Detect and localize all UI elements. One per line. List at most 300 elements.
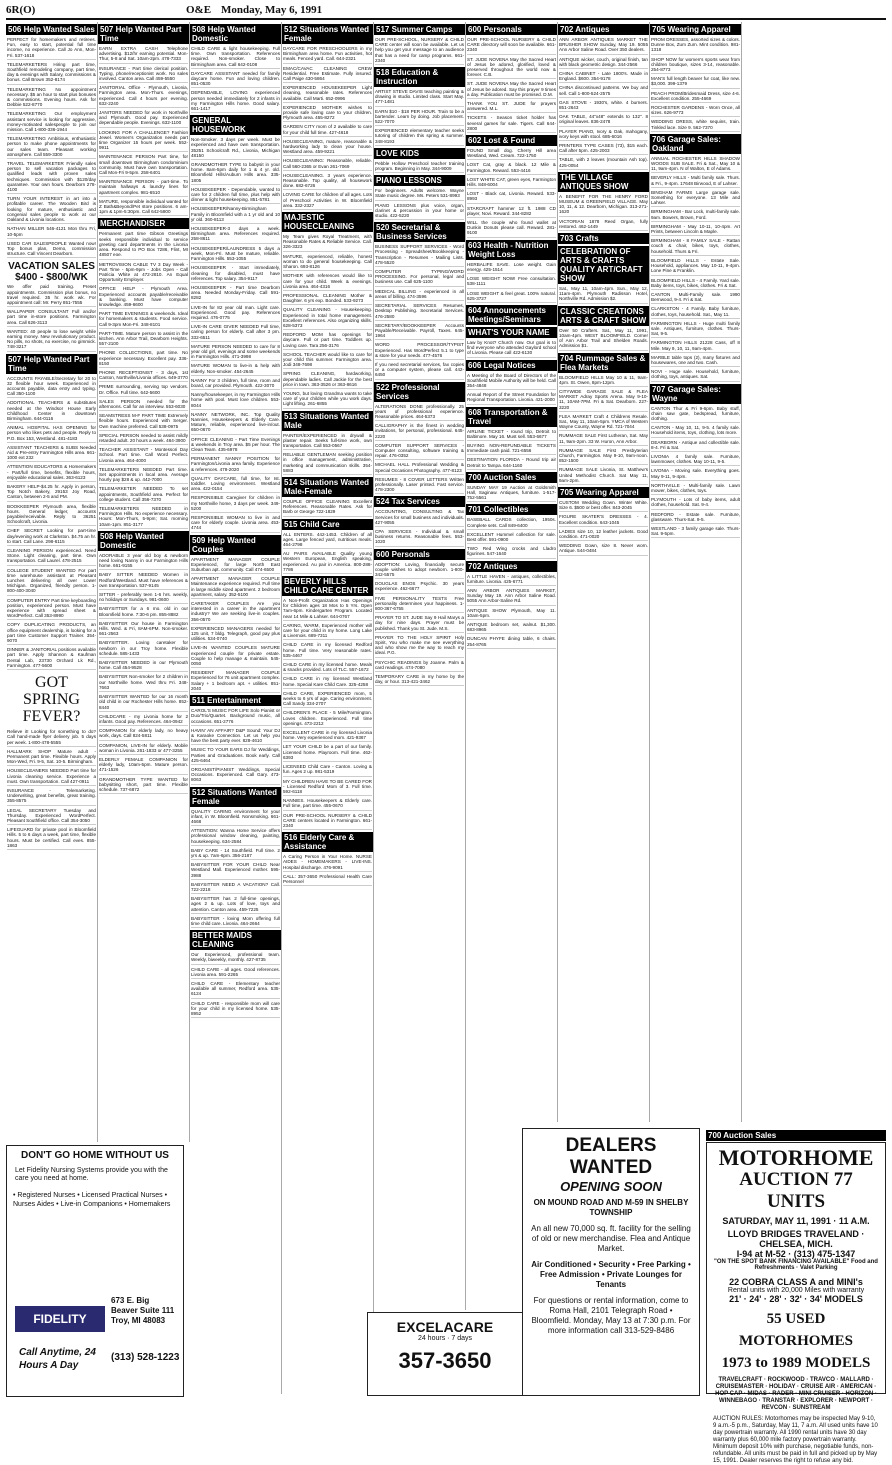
section-header: 520 Secretarial & Business Services bbox=[374, 222, 465, 242]
section-header: 602 Lost & Found bbox=[466, 135, 557, 146]
page-number: 6R(O) bbox=[6, 4, 36, 16]
classified-ad: OUR PRE-SCHOOL, NURSERY & CHILD CARE center will soon be available. Let us help you get your message to an audience that has a need for camp programs. 661-2340 bbox=[375, 37, 464, 65]
classified-ad: LOST WHITE CAT, green eyes, Farmington Hills. 848-6004 bbox=[467, 177, 556, 189]
classified-ad: WESTLAND - 3 family garage sale. Thurs-Sat. 9-5pm. bbox=[651, 526, 740, 538]
classified-ad: LEGAL SECRETARY Tuesday and Thursday. Experienced WordPerfect. Pleasant Southfield office. Call 354-3050 bbox=[7, 808, 96, 826]
classified-ad: SECRETARIAL SERVICES Resumes, Desktop Publishing. Secretarial Services. 476-2580 bbox=[375, 303, 464, 321]
classified-ad: CHILD CARE in my licensed home. Meals & snacks provided. Lots of TLC. 557-1672 bbox=[283, 662, 372, 674]
classified-ad: Permanent part time Gibson Greetings seeks responsible individual to service greeting card departments in the Livonia area. Respond to PO Box 7286, Flint, MI 48507 eoe. bbox=[99, 231, 188, 259]
classified-ad: PROFESSIONAL CLEANING Mother & Daughter. 6 yrs exp. Bonded. 533-9273 bbox=[283, 293, 372, 305]
classified-ad: LIFEGUARD for private pool in Bloomfield Hills. 5 to 6 days a week, part time, flexible hours. Must be certified. Call eves. 855-1863 bbox=[7, 827, 96, 850]
section-header: 700 Auction Sales bbox=[466, 472, 557, 483]
classified-ad: REDFORD MOM has openings for daycare. Full or part time. Toddlers up. Loving care. Tara 256-3176 bbox=[283, 332, 372, 350]
classified-ad: INSURANCE - Part time clerical position. Typing, phone/receptionist work. No sales involved. Canton area. Call 459-5550 bbox=[99, 66, 188, 84]
classified-ad: LOSE WEIGHT & feel great. 100% natural. 625-3727 bbox=[467, 291, 556, 303]
classified-ad: VICTORIAN 1878 Reed Organ, fully restored. 462-1449 bbox=[559, 219, 648, 231]
motorhome-title: MOTORHOME bbox=[718, 1145, 874, 1170]
classified-ad: LOST - Black cat, Livonia. Reward. 533-8993 bbox=[467, 191, 556, 203]
classified-ad: TELEMARKETERS Hiring part time, Southfield remodeling company, part time, day & evenings with Salary, commissions & bonus. Call Brown 352-8174 bbox=[7, 62, 96, 85]
classified-ad: ACCOUNTS PAYABLE/Secretary for 20 to 32 flexible hour week. Experienced in accounts payable, data entry and typing. Call 350-1100 bbox=[7, 376, 96, 399]
classified-ad: ATTENTION EDUCATORS & Homemakers - Part/full time, benefits, flexible hours, enjoyable educational sales. 363-6123 bbox=[7, 464, 96, 482]
classified-ad: METROVISION CABLE TV 3 Day Week - Part Time - 5pm-9pm - Jobs Open - Call Patricia White at 472-2810. An Equal Opportunity Employer. bbox=[99, 262, 188, 285]
section-header: 522 Professional Services bbox=[374, 382, 465, 402]
classified-ad: We offer paid training. Preset appointments. Commission plus bonus, no travel required. 35 hr. work wk. For appointment call: Mr. Perry 851-7555 bbox=[7, 284, 96, 307]
classified-ad: APARTMENT MANAGER COUPLE Maintenance experience required. Full time in large middle sized apartment. 2 bedroom apartment, salary. 352-5100 bbox=[191, 576, 280, 599]
classified-ad: TWO Red Wing crocks and Lladro figurines. 547-1640 bbox=[467, 546, 556, 558]
column-3 bbox=[190, 22, 282, 1394]
classified-ad: NOVI - Huge sale. Household, furniture, clothing, toys, antiques. Sat. bbox=[651, 369, 740, 381]
section-header: 707 Garage Sales: Wayne bbox=[650, 384, 741, 404]
classified-ad: EXPERIENCED MOTHER wishes to provide safe loving care to your children. Plymouth area. 455-8272 bbox=[283, 105, 372, 123]
classified-ad: ANNUAL ROCHESTER HILLS SHADOW WOODS SUB SALE. Fri & Sat., May 10 & 11, 9am-4pm. N of Walton, E of Adams. bbox=[651, 156, 740, 174]
classified-ad: HALLMARK SHOP Mature adult - Permanent part time. Flexible hours. Apply Mon-Wed, Fri. 9-5, Sat. 10-5. Birmingham. bbox=[7, 749, 96, 767]
classified-ad: EXPERIENCED HOUSEKEEPER Light cleaning, reasonable rates. References available. Call Marti. 652-0996 bbox=[283, 85, 372, 103]
classified-ad: COLLEGE STUDENT WANTED For part time warehouse assistant at Pleasant Lunches delivering all over Lower Michigan. Organized, friendly person. 1-800-400-3040 bbox=[7, 568, 96, 596]
classified-ad: CANTON - May 10, 11, 9-5. 4 family sale. Household items, toys, clothing, lots more. bbox=[651, 425, 740, 437]
classified-ad: RUMMAGE SALE First Lutheran, Sat. May 11, 9am-2pm. 33 W. Huron, Ann Arbor. bbox=[559, 433, 648, 445]
classified-ad: CHILD CARE in my licensed Redford home. Full time. Very reasonable rates. 535-4467 bbox=[283, 642, 372, 660]
classified-ad: A Caring Person in Your Home. NURSE AIDES - HOMEMAKERS - LIVE-INS. Hospital discharge. 476-9091 bbox=[283, 854, 372, 872]
classified-ad: CANTON Thur & Fri 9-6pm. Baby stuff, chain saw gate, bedspread, furniture, clothing. bbox=[651, 406, 740, 424]
ad-title: DON'T GO HOME WITHOUT US bbox=[21, 1150, 169, 1161]
classified-ad: OFFICE CLEANING - Part Time Evenings & weekends in Troy area. $5 per hour. The Clean Team. 435-6978 bbox=[191, 437, 280, 455]
classified-ad: COMPUTER TYPING/WORD PROCESSING. For personal, legal and business use. Call 625-1100 bbox=[375, 269, 464, 287]
classified-ad: CHILDCARE - my Livonia home for 2 infants. Good pay. References. 464-0942 bbox=[99, 714, 188, 726]
classified-ad: TELEMARKETING Ambitious, enthusiastic person to make phone appointments for our sales team. Pleasant working atmosphere. Call 559-3300 bbox=[7, 136, 96, 159]
classified-ad: CPA SERVICES - Individual & small business returns. Reasonable fees. 553-1020 bbox=[375, 529, 464, 547]
classified-ad: A BENEFIT FOR THE HENRY FORD MUSEUM & GREENFIELD VILLAGE. May 10, 11, & 12. Dearborn, Michigan. 313-271-1620 bbox=[559, 194, 648, 217]
used-motorhomes: 55 USED MOTORHOMES bbox=[739, 1311, 853, 1349]
classified-ad: Non-Smoker. 3 days per week. Must be experienced and have own transportation. 35251 Schoolcraft Rd., Livonia, Michigan 48150 bbox=[191, 137, 280, 160]
section-header: 702 Antiques bbox=[558, 24, 649, 35]
excelacare-phone: 357-3650 bbox=[398, 1348, 492, 1373]
classified-ad: BLOOMFIELD HILLS May 10 & 11, 9am-4pm. St. Owen, 8pm-12pm. bbox=[559, 375, 648, 387]
classified-ad: BABYSITTER - loving Mom offering full time child care. Livonia. 464-2664 bbox=[191, 916, 280, 928]
classified-ad: PART-TIME. Mature person to assist in the kitchen. Ann Arbor Trail, Dearborn Heights. 557-2100 bbox=[99, 331, 188, 349]
classified-ad: GAS STOVE - 1930's, white. 4 burners. 851-2643 bbox=[559, 100, 648, 112]
classified-ad: CHILD CARE - Elementary teacher available all summer, Redford area. 535-6124 bbox=[191, 981, 280, 999]
classified-ad: NATHAN MILLER 546-4121 Mon thru Fri, 10-5pm bbox=[7, 226, 96, 238]
classified-ad: OUR PRE-SCHOOL NURSERY & CHILD CARE centers located in Farmington. 661-2340 bbox=[283, 813, 372, 831]
classified-ad: ANN ARBOR ANTIQUES MARKET, Sunday May 19. Ann Arbor Saline Road. 5055 Ann Arbor-Saline Rd. bbox=[467, 588, 556, 606]
classified-ad: BASEBALL CARDS collection, 1950s. Complete sets. Call 849-6400 bbox=[467, 517, 556, 529]
classified-ad: BABYSITTER Our house in Farmington Hills. Wed. & Fri, 8AM-6PM. Non-smoker. 661-2563 bbox=[99, 621, 188, 639]
dealers-subtitle: OPENING SOON bbox=[560, 1179, 662, 1194]
classified-ad: BABY CARE - 14 Southfield. Full time. 2 yrs & up. 7am-6pm. 356-2187 bbox=[191, 848, 280, 860]
classified-ad: AU PAIRS AVAILABLE Quality young Western European, English speaking, experienced. Au pair in America. 800-288-7786 bbox=[283, 551, 372, 574]
section-header: 508 Help Wanted Domestic bbox=[190, 24, 281, 44]
classified-ad: REDFORD - Estate sale. Furniture, glassware. Thurs-Sat. 9-5. bbox=[651, 512, 740, 524]
display-text: GOT SPRING FEVER? bbox=[22, 674, 81, 726]
classified-ad: PLYMOUTH - Lots of baby items, adult clothes, household. Sat. 9-4. bbox=[651, 497, 740, 509]
column-4 bbox=[282, 22, 374, 1394]
classified-ad: ORGANIST/PIANIST Weddings, Special Occasions. Experienced. Call Gary. 473-8063 bbox=[191, 767, 280, 785]
classified-ad: DEPENDABLE, LOVING experienced person needed immediately for 2 infants in my Farmington Hills home. Good salary. 661-1417 bbox=[191, 90, 280, 113]
classified-ad: RUMMAGE SALE Livonia, St. Matthew's United Methodist Church. Sat May 11, 9am-2pm. bbox=[559, 467, 648, 485]
motorhome-auction-ad bbox=[706, 1142, 886, 1464]
classified-ad: TEMPORARY CARE in my home by the day, or hour. 313-421-3462 bbox=[375, 674, 464, 686]
classified-ad: CHILD CARE - responsible mom will care for your child in my licensed home. 535-8952 bbox=[191, 1001, 280, 1019]
classified-ad: PERFECT for homemakers and retirees. Fun, easy to start, potential full time income, no experience. Call Jo Ann, Mon-Fri. 537-1618 bbox=[7, 37, 96, 60]
classified-ad: ALL ENTERS. 442-1453. Children of all ages. Large fenced yard, nutritious meals. 464-2798 bbox=[283, 532, 372, 550]
classified-ad: TURN YOUR INTEREST in art into a profitable career. The Wooden Bird is looking for mature, enthusiastic and congenial sales people to work at our Oakland & Livonia locations. bbox=[7, 196, 96, 224]
header-rule bbox=[6, 18, 886, 20]
classified-ad: TELEMARKETING Our employment assistant service is looking for aggressive, money-motivated salespeople to join our mission. Call 1-800-336-1944 bbox=[7, 111, 96, 134]
classified-ad: A Non-Profit Organization Has Openings for Children ages 18 Mos to 5 Yrs. Open 7am-6pm. Kindergarten Program. Located near 14 Mile & Lahser. 644-0767 bbox=[283, 598, 372, 621]
classified-ad: MAINTENANCE PERSON - part-time. To maintain hallways & laundry lines for apartment complex. 981-6510 bbox=[99, 179, 188, 197]
classified-ad: GRANDMOTHER TYPE to babysit in your home. 8am-5pm daily for 1 & 4 yr. old. Bloomfield Hills/Auburn Hills area. 335-1805 bbox=[191, 162, 280, 185]
classified-ad: CALLIGRAPHY is the finest in wedding invitations, for personal, professional. 645-2220 bbox=[375, 423, 464, 441]
classified-ad: MATURE, responsible individual wanted for Z Bath&Beyond/Pet store positions. 6 am-1pm & 1pm-5:30pm. Call 642-5800 bbox=[99, 199, 188, 217]
classified-ad: NANNY For 3 children, full time, room and board, car provided. Plymouth. 422-3070 bbox=[191, 378, 280, 390]
dealers-features: Air Conditioned • Security • Free Parking • Free Admission • Private Lounges for Tenants bbox=[531, 1260, 691, 1289]
section-header: GENERAL HOUSEWORK bbox=[190, 115, 281, 135]
classified-ad: OFFICE HELP - Plymouth Area. Experienced accounts payable/receivable & banking. Must have computer knowledge. 459-6600 bbox=[99, 286, 188, 309]
classified-ad: GRANDMOTHER TYPE WANTED for babysitting short, part time. Flexible schedule. 737-6872 bbox=[99, 777, 188, 795]
classified-ad: ARTIST STEVE DAVIS teaching painting & drawing in studio. Limited class. Start May. 477-1481 bbox=[375, 89, 464, 107]
section-header: 702 Antiques bbox=[466, 561, 557, 572]
classified-ad: FARMINGTON HILLS 21228 Cass, off 8 Mile. May 9, 10, 11, 9am-4pm. bbox=[651, 340, 740, 352]
column-2 bbox=[98, 22, 190, 1142]
classified-ad: QUALITY CLEANING - Housekeeping. Experienced in total home management. Excellent references. Also organizing skills. 628-5373 bbox=[283, 307, 372, 330]
dealers-wanted-ad bbox=[522, 1128, 700, 1396]
section-header: CELEBRATION OF ARTS & CRAFTS QUALITY ART/CRAFT SHOW bbox=[558, 246, 649, 284]
section-header: 513 Situations Wanted Male bbox=[282, 411, 373, 431]
column-8 bbox=[650, 22, 742, 1122]
section-header: WHAT'S YOUR NAME bbox=[466, 327, 557, 338]
ad-services: • Registered Nurses • Licensed Practical Nurses • Nurses Aides • Live-in Companions • Homemakers bbox=[13, 1192, 171, 1208]
classified-ad: PIANO LESSONS plus voice, organ, clarinet & percussion in your home or studio. 422-5220 bbox=[375, 203, 464, 221]
classified-ad: ADORABLE 3 year old boy & newborn need loving Nanny in our Farmington Hills home. 661-9155 bbox=[99, 553, 188, 571]
classified-ad: Pebble Hollow Preschool teacher training program. Beginning in May. 344-9009 bbox=[375, 161, 464, 173]
classified-ad: MAN'S full length beaver fur coat, like new. $3,000. 399-1379 bbox=[651, 76, 740, 88]
classified-ad: Annual Report of the Street Foundation for Regional Transportation. Livonia. 421-2000 bbox=[467, 392, 556, 404]
classified-ad: DAYCARE FOR PRESCHOOLERS in my Birmingham area home. Fun activities, hot meals. Fenced yard. Call. 644-2321 bbox=[283, 46, 372, 64]
classified-ad: LICENSED Child Care - Canton. Loving & fun. Ages 2 up. 981-5319 bbox=[283, 764, 372, 776]
used-model-years: 1973 to 1989 MODELS bbox=[721, 1355, 871, 1371]
dealers-title: DEALERS WANTED bbox=[565, 1135, 657, 1178]
classified-ad: LOST Cat, gray & black. 12 Mile & Farmington. Reward. 553-4416 bbox=[467, 162, 556, 174]
classified-ad: Sat., May 11, 10am-4pm. Sun., May 12, 11am-4pm. Plymouth Radisson Hotel, Northville Rd. Admission $2. bbox=[559, 286, 648, 304]
issue-date: Monday, May 6, 1991 bbox=[221, 4, 323, 16]
classified-ad: HOUSECLEANERS NEEDED Part time for Livonia cleaning service. Experience a must. Own transportation. Call 427-0911 bbox=[7, 768, 96, 786]
section-header: LOVE KIDS bbox=[374, 148, 465, 159]
classified-ad: DEARBORN - Antique and collectible sale. 8-4. Fri & Sat. bbox=[651, 440, 740, 452]
classified-ad: ROCHESTER GARDENS - Worn Once, all sizes. 626-9773 bbox=[651, 105, 740, 117]
classified-ad: If you need secretarial services, fax copies or a computer system, please call. 442-6450 bbox=[375, 362, 464, 380]
column-6 bbox=[466, 22, 558, 1122]
classified-ad: BLOOMFIELD HILLS - Estate Sale. Household, appliances. May 10-11, 9-4pm. Lone Pine & Franklin. bbox=[651, 258, 740, 276]
section-header: 603 Health - Nutrition Weight Loss bbox=[466, 240, 557, 260]
classified-ad: A LITTLE HAVEN - antiques, collectibles, furniture. Livonia. 425-6771 bbox=[467, 574, 556, 586]
section-header: 701 Collectibles bbox=[466, 504, 557, 515]
classified-ad: MY CHILDREN HAVE TO BE CARED FOR - Licensed Redford Mom of 3. Full time. 592-6118 bbox=[283, 779, 372, 797]
excelacare-hours: 24 hours · 7 days bbox=[417, 1335, 473, 1342]
auction-units: AUCTION 77 UNITS bbox=[739, 1169, 853, 1212]
classified-ad: BABYSITTER has 2 full-time openings, ages 2 & up. Lots of love, toys and attention. Canton area. 459-7225 bbox=[191, 896, 280, 914]
classified-ad: EXPERIENCED MANAGERS needed for 125 unit, 7 bldg. Telegraph, good pay plus utilities. 534-0740 bbox=[191, 626, 280, 644]
classified-ad: Law by Knot? Church now. Our goal is to find everyone who attended Gaylord school of Livonia. Please call 422-6130 bbox=[467, 340, 556, 358]
classified-ad: BOOKKEEPER Plymouth area, flexible hours. General ledger, accounts payable/receivable. Reply to 36251 Schoolcraft, Livonia. bbox=[7, 504, 96, 527]
classified-ad: ANIMAL HOSPITAL HAS OPENING for person who likes pets and people. Reply to P.O. Box 153, Westland. 481-4183 bbox=[7, 425, 96, 443]
classified-ad: SHOP NOW for women's sports wear from children boutique, sizes 3-14, reasonable. 254-8773 bbox=[651, 57, 740, 75]
classified-ad: SPECIAL PERSON needed to assist mildly retarded adult. 20 hours a week. 464-3900 bbox=[99, 433, 188, 445]
section-header: BETTER MAIDS CLEANING bbox=[190, 930, 281, 950]
classified-ad: SITTER - preferably teen 1-6 hrs. weekly, no holidays or Sundays. 981-0600 bbox=[99, 592, 188, 604]
section-header: 516 Elderly Care & Assistance bbox=[282, 832, 373, 852]
classified-ad: MOTHER with references would like to care for your child. Week & evenings. Livonia area. 464-4316 bbox=[283, 273, 372, 291]
classified-ad: ST. JUDE NOVENA May the Sacred Heart of Jesus be adored, glorified, loved & preserved throughout the world now & forever. C.B. bbox=[467, 57, 556, 80]
classified-ad: PART TIME EVENINGS & weekends. Ideal for homemakers & students. Food service. Call 9-3pm Mon-Fri. 348-8101 bbox=[99, 311, 188, 329]
paper-name: O&E bbox=[186, 4, 212, 16]
classified-ad: PRIME surrounding, serving top vendors. Dr. Office. Full time. 642-5600 bbox=[99, 384, 188, 396]
classified-ad: HOUSECLEANING. 3 years experience. Reasonable. Top quality, all housework done. 682-6726 bbox=[283, 173, 372, 191]
classified-ad: BABYSITTER. Loving caretaker for newborn in our Troy home. Flexible schedule. 585-1433 bbox=[99, 640, 188, 658]
classified-ad: BINGHAM FARMS Large garage sale. Something for everyone. 13 Mile and Lahser. bbox=[651, 190, 740, 208]
classified-ad: SECRETARY/BOOKKEEPER Accounts Payable/Receivable. Payroll, Taxes. 645-1964 bbox=[375, 323, 464, 341]
classified-ad: NANNY NETWORK, INC. Top Quality Nannies, Housekeepers & Elderly Care. Mature, reliable, experienced live-in/out. 650-0670 bbox=[191, 412, 280, 435]
dealers-body: An all new 70,000 sq. ft. facility for the selling of old or new merchandise. Flea and Antique Market. bbox=[531, 1224, 691, 1253]
dealers-location: ON MOUND ROAD AND M-59 IN SHELBY TOWNSHIP bbox=[533, 1198, 689, 1217]
section-header: BEVERLY HILLS CHILD CARE CENTER bbox=[282, 576, 373, 596]
section-header: THE VILLAGE ANTIQUES SHOW bbox=[558, 172, 649, 192]
classified-ad: HOUSEKEEPER-3 days a week. Birmingham area. References required. 258-8611 bbox=[191, 226, 280, 244]
classified-ad: ANN ARBOR ANTIQUES MARKET THE BRUSHER SHOW Sunday, May 19. 5055 Ann Arbor Saline Road. Over 350 dealers. bbox=[559, 37, 648, 55]
classified-ad: RESUMES - 8 COVER LETTERS Written professionally. Laser printed. Fast service. 478-2300 bbox=[375, 477, 464, 495]
column-1 bbox=[6, 22, 98, 1142]
classified-ad: STARCRAFT hammer 12 ft. 1988 CD player, Novi. Reward. 344-8282 bbox=[467, 206, 556, 218]
classified-ad: CHILD CARE, EXPERIENCED mom, 5 weeks to 6 yrs of age. Caring environment. Call Sandy 334-2707 bbox=[283, 691, 372, 709]
classified-ad: PROM DRESSES, assorted sizes & colors. Dunne Box, Zum Zum. Mint condition. 981-1318 bbox=[651, 37, 740, 55]
auction-location: LLOYD BRIDGES TRAVELAND · CHELSEA, MICH. bbox=[727, 1229, 865, 1249]
section-header: 704 Rummage Sales & Flea Markets bbox=[558, 353, 649, 373]
section-header: 507 Help Wanted Part Time bbox=[98, 24, 189, 44]
classified-ad: MAINTENANCE PERSON Part time, for small downtown Birmingham condominium community. Must have own transportation. Call Mon-Fri 9-5pm. 258-6401 bbox=[99, 154, 188, 177]
classified-ad: OAK TABLE, 44"x48" extends to 132". 8 original leaves. 836-2478 bbox=[559, 114, 648, 126]
classified-ad: ELDERLY FEMALE COMPANION for elderly lady, 10am-5pm. Mature person. 471-1526 bbox=[99, 757, 188, 775]
classified-ad: MATURE PERSON NEEDED to care for 8 year old girl, evenings and some weekends in Farmington Hills. 471-3998 bbox=[191, 344, 280, 362]
classified-ad: For beginners. Adults welcome. Wayne State music degree. Ms. Peters 531-8993 bbox=[375, 188, 464, 200]
classified-ad: BEVERLY HILLS - Multi family sale. Thurs. & Fri., 9-4pm. 17648 Birwood, E of Lahser. bbox=[651, 175, 740, 187]
section-header: 515 Child Care bbox=[282, 519, 373, 530]
classified-ad: COMPUTER ENTRY Part time keyboarding position, experienced person. Must have experience with spread sheet & WordPerfect. Call 353-8990 bbox=[7, 598, 96, 621]
classified-ad: COMPUTER SUPPORT SERVICES - Computer consulting, software training & repair. 476-0352 bbox=[375, 443, 464, 461]
classified-ad: HOUSECLEANING: Reasonable, reliable. Call 560-2365 or Evan 261-7069 bbox=[283, 158, 372, 170]
classified-ad: MEDICAL BILLING - experienced in all areas of billing. 474-3596 bbox=[375, 289, 464, 301]
classified-ad: BIRMINGHAM - Bar Lock, multi-family sale. 9am. Bowers, Brown, Ford. bbox=[651, 209, 740, 221]
section-header: 606 Legal Notices bbox=[466, 360, 557, 371]
ad-phone: (313) 528-1223 bbox=[111, 1352, 180, 1363]
classified-ad: BAKERY HELP-$4.25 hr. Apply in person, Top Notch Bakery, 29153 Joy Road, Canton, between 2-5 and PM. bbox=[7, 484, 96, 502]
excelacare-ad bbox=[367, 1312, 523, 1396]
section-header: CLASSIC CREATIONS ARTS & CRAFT SHOW bbox=[558, 306, 649, 326]
classified-ad: BABYSITTER NEEDED in our Plymouth home. Call 454-9528 bbox=[99, 660, 188, 672]
classified-ad: CANTON Multi-Family sale. 1990 Bernwood, 9-4. Fri & Sat. bbox=[651, 292, 740, 304]
classified-ad: COUPLE OFFICE CLEANING Excellent References. Reasonable Rates. Ask for Barb or George 722-1829 bbox=[283, 499, 372, 517]
classified-ad: PRAYER TO THE HOLY SPIRIT Holy Spirit, You who make me see everything and who show me the way to reach my ideal. P.G. bbox=[375, 635, 464, 658]
section-header: 703 Crafts bbox=[558, 233, 649, 244]
classified-ad: INSURANCE - Telemarketing. Underwriting, great benefits, great training. 355-8575 bbox=[7, 788, 96, 806]
section-header: 600 Personals bbox=[466, 24, 557, 35]
classified-ad: CAROL'S MUSIC FOR LIFE Solo Pianist or Duo/Trio/Quartet. Background music, all occasions. 651-2776 bbox=[191, 708, 280, 726]
classified-ad: FIGURE SKATER'S DRESSES - 4. Excellent condition. 643-1045 bbox=[559, 514, 648, 526]
classified-ad: LIVE-IN for 82 year old man. Light care. Experienced. Good pay. References required. 476-0775 bbox=[191, 305, 280, 323]
classified-ad: CUSTOM Wedding Gown. Winter White. Size 6. $500 or best offer. 843-2045 bbox=[559, 500, 648, 512]
classified-ad: MICHAEL HALL Professional Wedding & Special Occasions Photography. 477-8123 bbox=[375, 462, 464, 474]
auction-rules: AUCTION RULES: Motorhomes may be inspected May 9-10, 9 a.m.-5 p.m., Saturday, May 11, 7 a.m. All used units have 10 day powertrain warranty. All 1990 rental units have 30 day warranty plus 60,000 mile factory powertrain warranty. Minimum deposit 10% with purchase, negotiable funds, non-refundable. All units must be paid in full and picked up by May 15, 1991. Dealer reserves the right to refuse any bid. bbox=[713, 1416, 878, 1464]
classified-ad: FARMINGTON HILLS - Huge multi family sale. Antiques, furniture, clothes. Thurs-Sat, 9-5. bbox=[651, 321, 740, 339]
auction-section-header bbox=[706, 1128, 886, 1143]
classified-ad: BLOOMFIELD HILLS - 4 Family. Yard sale. Baby items, toys, bikes, clothes. Fri & Sat. bbox=[651, 278, 740, 290]
classified-ad: LIVE-IN WANTED COUPLES MATURE experienced couple for private estate. Couple to help manage & maintain. 545-0050 bbox=[191, 645, 280, 668]
classified-ad: LET YOUR CHILD be a part of our family. Licensed home. Playroom. Full time. 462-6393 bbox=[283, 744, 372, 762]
classified-ad: RELIABLE GENTLEMAN seeking position in office management, administrative, marketing and communication skills. 354-5883 bbox=[283, 452, 372, 475]
classified-ad: WILL the couple who found wallet at Dunkin Donuts please call. Reward. 281-9100 bbox=[467, 220, 556, 238]
classified-ad: PRAYER TO ST. JUDE Say 9 Hail Marys a day for nine days. Prayer must be published. Thank you St. Jude. M.S. bbox=[375, 615, 464, 633]
classified-ad: JANITORS NEEDED for work in Northville and Plymouth. Good pay. Experienced dependable people. Evenings. 632-1100 bbox=[99, 110, 188, 128]
ad-address: 673 E. Big Beaver Suite 111 Troy, MI 48083 bbox=[111, 1296, 175, 1325]
classified-ad: JANITORIAL Office - Plymouth, Livonia, Farmington area. Mon-Thurs. evenings, experienced. Call 4 hours per evening. 632-2240 bbox=[99, 85, 188, 108]
section-header: 608 Transportation & Travel bbox=[466, 407, 557, 427]
section-header: 514 Situations Wanted Male-Female bbox=[282, 477, 373, 497]
classified-ad: ADDITIONAL TEACHERS & substitutes needed at the Windsor House Early Childhood Center in downtown Birmingham. 644-0116 bbox=[7, 400, 96, 423]
section-header: 600 Personals bbox=[374, 549, 465, 560]
ad-call-anytime: Call Anytime, 24 Hours A Day bbox=[19, 1347, 96, 1371]
classified-ad: YOUNG, but loving Grandma wants to take care of your children while you work days. Light lifting. 261-6855 bbox=[283, 391, 372, 409]
classified-ad: MUSIC TO YOUR EARS DJ for Weddings, Parties and Graduations. Book early. Call 425-6464 bbox=[191, 747, 280, 765]
classified-ad: WEDDING Gown, size 8. Never worn. Antique. 544-0484 bbox=[559, 543, 648, 555]
section-header: 604 Announcements Meetings/Seminars bbox=[466, 305, 557, 325]
classified-ad: Relieve it! Looking for something to do? Call hand-made flyer delivery job. 5 days per week. 1-800-478-5555 bbox=[7, 729, 96, 747]
classified-ad: EARN $10 - $18 PER HOUR. Train to be a bartender. Learn by doing. Job placement. 522-7070 bbox=[375, 109, 464, 127]
classified-ad: TELEMARKETER NEEDED To set appointments, Southfield area. Perfect for college student. Call 356-7370 bbox=[99, 486, 188, 504]
classified-ad: BABYSITTER WANTED for our 16 month old child in our Rochester Hills home. 852-8440 bbox=[99, 694, 188, 712]
classified-ad: TABLE, with 2 leaves (mountain Ash top). 425-0054 bbox=[559, 157, 648, 169]
classified-ad: WEDDING DRESS, white sequins, train. Tinkled lace. Size 9. 562-7370 bbox=[651, 119, 740, 131]
classified-ad: EMAC/CAVAC CLEANING CREW Residential. Free Estimate. Fully insured. Call Paige 430-5864 bbox=[283, 66, 372, 84]
section-header: PIANO LESSONS bbox=[374, 175, 465, 186]
classified-ad: WALLPAPER CONSULTANT Full and/or part time in-store positions. Farmington area. Call 626-3113 bbox=[7, 309, 96, 327]
cobra-subtext: Rental units with 20,000 Miles with warranty bbox=[727, 1287, 865, 1294]
classified-ad: HOUSEKEEPER/Nanny-Birmingham Family in Bloomfield with a 1 yr old and 10 yr old. 360-8113 bbox=[191, 206, 280, 224]
fidelity-nursing-ad bbox=[6, 1145, 184, 1397]
model-sizes: 21' · 24' · 28' · 32' · 34' MODELS bbox=[729, 1294, 863, 1304]
classified-ad: HOUSECLEANING, mature, reasonable & hardworking lady to clean your house. Westland area. 459-9221 bbox=[283, 139, 372, 157]
classified-ad: ANTIQUE SHOW Plymouth, May 11. 10am-5pm. bbox=[467, 608, 556, 620]
classified-ad: CALL: 357-3650 Professional Health Care Personnel bbox=[283, 874, 372, 886]
classified-ad: LOVING CARE for children of all ages. Lots of Preschool Activities in W. Bloomfield area. 332-2327 bbox=[283, 192, 372, 210]
classified-ad: RUMMAGE SALE First Presbyterian Church, Farmington. May 9-10, 9am-noon. 852-1500 bbox=[559, 448, 648, 466]
classified-ad: ACCOUNTING, CONSULTING & Tax Services for small business and individuals. 427-9055 bbox=[375, 509, 464, 527]
classified-ad: PRINTERS TYPE CASES (73), $15 each. Call after 5pm. 425-2003 bbox=[559, 143, 648, 155]
classified-ad: My Team gives Royal Treatment, with Reasonable Rates & Reliable Service. Call. 326-3323 bbox=[283, 234, 372, 252]
classified-ad: TEACHER ASSISTANT - Montessori Day School. Part time. Call Word Perfect. Livonia area. 464-4000 bbox=[99, 447, 188, 465]
classified-ad: ANTIQUE wicker, couch, original finish, tan with black geometric design. 344-2566 bbox=[559, 57, 648, 69]
classified-ad: APARTMENT MANAGER COUPLE Experienced, for large North East Suburban apt. community. Call 474-6500 bbox=[191, 557, 280, 575]
classified-ad: CHINA CABINET - Late 1800's. Made in England. $600. 354-9178 bbox=[559, 71, 648, 83]
classified-ad: RESPONSIBLE WOMAN to live in and care for elderly couple. Livonia area. 453-4744 bbox=[191, 515, 280, 533]
column-5 bbox=[374, 22, 466, 1310]
classified-ad: DOUGLAS ENOS Psychic. 30 years experience. 462-6677 bbox=[375, 581, 464, 593]
section-header: 518 Education & Instruction bbox=[374, 67, 465, 87]
classified-ad: Nanny/housekeeper, in my Farmington Hills home with pool. Must love children. 553-8044 bbox=[191, 392, 280, 410]
section-header: 512 Situations Wanted Female bbox=[190, 787, 281, 807]
classified-ad: PAINTER/EXPERIENCED in drywall & plaster repair. Seeks full-time work, own transportation. Call 553-0567 bbox=[283, 433, 372, 451]
classified-ad: CHILD CARE in my licensed Westland home. Special Kare Child Care. 325-4258 bbox=[283, 676, 372, 688]
classified-ad: WANTED: 40 people to lose weight while earning money. New revolutionary product. No pills, no shots, no exercise, no gimmick. 748-3217 bbox=[7, 329, 96, 352]
excelacare-name: EXCELACARE bbox=[396, 1319, 494, 1335]
classified-ad: USED CAR SALESPEOPLE Wanted now! Top bonus plan, Demo, commission structure. Call Vincent Dearborn. bbox=[7, 241, 96, 259]
classified-ad: MATURE, experienced, reliable, honest woman to do general housekeeping. Call Sharon. 693-8126 bbox=[283, 254, 372, 272]
classified-ad: PHONE RECEPTIONIST - 3 days, 1st Canton, Northville/Livonia offices. 649-3770 bbox=[99, 370, 188, 382]
classified-ad: LADIES size 10, 12 leather jackets. Good condition. 471-0020 bbox=[559, 529, 648, 541]
classified-ad: TELEMARKETING No appointment necessary. $5 an hour to start plus bonuses & commissions. Evening hours. Ask for Debbie 522-8770 bbox=[7, 87, 96, 110]
classified-ad: DUNCAN PHYFE dining table, 6 chairs. 254-8765 bbox=[467, 636, 556, 648]
classified-ad: Our Experienced, professional team. Weekly, biweekly, monthly. 427-8735 bbox=[191, 952, 280, 964]
classified-ad: THANK YOU ST. JUDE for prayers answered. M.L. bbox=[467, 101, 556, 113]
classified-ad: PLAYER PIANO, Ivory & Oak, mahogany, ivory keys with stool. 685-6016 bbox=[559, 129, 648, 141]
classified-ad: EXPERIENCED elementary teacher seeks tutoring of children this spring & summer. 348-8193 bbox=[375, 128, 464, 146]
classified-ad: EARN EXTRA CASH Telephone advertising. $12/hr earning potential. Mon-Thur, 5-8 and Sat. 10am-2pm. 478-7333 bbox=[99, 46, 188, 64]
classified-ad: COPY DUPLICATING PRODUCTS, an office equipment dealership, is looking for a part time Customer Support Trainer. 354-9070 bbox=[7, 622, 96, 645]
classified-ad: SEAMSTRESS M-F PART TIME Extremely flexible hours. Experienced with Serger. Own machine preferred. Call 538-0975 bbox=[99, 413, 188, 431]
classified-ad: ST. JUDE NOVENA May the Sacred Heart of Jesus be adored. Say this prayer 9 times a day. Publication must be promised. D.M. bbox=[467, 81, 556, 99]
classified-ad: BIRMINGHAM - May 10-11, 10-4pm. Art Prints, between Lincoln & Maple. bbox=[651, 224, 740, 236]
classified-ad: BABYSITTER NEED A VACATION? Call. 722-2218 bbox=[191, 882, 280, 894]
classified-ad: SPRING CLEANING, hardworking, dependable ladies. Call Jackie for the best price in town. 363-3526 or 363-8616 bbox=[283, 371, 372, 389]
section-header: 517 Summer Camps bbox=[374, 24, 465, 35]
classified-ad: NANNIES. Housekeepers & Elderly care. Full time, part time. 455-0670 bbox=[283, 798, 372, 810]
section-header: 524 Tax Services bbox=[374, 496, 465, 507]
classified-ad: HERBALIFE SAVE. Lose weight. Gain energy. 425-1514 bbox=[467, 262, 556, 274]
classified-ad: TELEMARKETERS NEEDED Part time. Set appointments in local area. Average hourly pay $28 & up. 442-7000 bbox=[99, 467, 188, 485]
classified-ad: ADOPTION: Loving, financially secure couple wishes to adopt newborn. 1-800-342-5575 bbox=[375, 562, 464, 580]
classified-ad: COMPANION for elderly lady, no heavy work, days. Call 824-5811 bbox=[99, 728, 188, 740]
classified-ad: PSYCHIC READINGS by Joanne. Palm & card readings. 474-7080 bbox=[375, 660, 464, 672]
classified-ad: LIVONIA - Moving sale. Everything goes. May 9-11, 9-4pm. bbox=[651, 468, 740, 480]
classified-ad: QUALITY CARING environment for your infant, in W. Bloomfield. Nonsmoking. 661-4668 bbox=[191, 809, 280, 827]
classified-ad: CARING, WARM, Experienced mother will care for your child in my home. Long Lake & Livernois. 689-7311 bbox=[283, 623, 372, 641]
section-header: 506 Help Wanted Sales bbox=[6, 24, 97, 35]
classified-ad: TRAVEL TELEMARKETER Friendly sales person to sell vacation packages to qualified leads with proven sales techniques. Commission with $120/day quarantee. Your own hours. Dearborn 278-4100 bbox=[7, 161, 96, 194]
classified-ad: QUALITY DAYCARE, full time, for Ist. toddler. Loving environment. Westland area. 422-0154 bbox=[191, 476, 280, 494]
classified-ad: HOUSEKEEPER - Part time Dearborn area. Needed Monday-Friday. Call 591-8282 bbox=[191, 285, 280, 303]
classified-ad: A Meeting of the Board of Directors of the Southfield Mobile Authority will be held. Call 354-4848 bbox=[467, 373, 556, 391]
ad-tagline: Let Fidelity Nursing Systems provide you with the care you need at home. bbox=[15, 1167, 168, 1182]
classified-ad: Over 50 Crafters. Sat., May 11, 1991, 10am-4pm. WEST BLOOMFIELD. Corner of Ann Arbor Trail and Shelden Roads. Admission $1. bbox=[559, 328, 648, 351]
classified-ad: NORTHVILLE - Multi-family sale. Lawn mower, bikes, clothes, toys. bbox=[651, 483, 740, 495]
classified-ad: CHILD CARE - all ages. Good references. Livonia area. 591-2265 bbox=[191, 967, 280, 979]
classified-ad: ATTENTION: Wanna Home Service offers professional window cleaning, painting, housekeeping. 634-2584 bbox=[191, 828, 280, 846]
classified-ad: PERMANENT NANNY POSITION for Farmington/Livonia area family. Experience & references. 478-2020 bbox=[191, 456, 280, 474]
classified-ad: BIRMINGHAM - 8 FAMILY SALE - Rattan couch & chair, bikes, toys, clothes, household. Thurs & Fri. bbox=[651, 238, 740, 256]
section-header: 700 Auction Sales bbox=[706, 1130, 886, 1141]
classified-ad: TELEMARKETERS NEEDED in Farmington Hills. No experience necessary. Hours: Mon-Thurs, 5-9pm; Sat. morning 10am-1pm. 851-3177 bbox=[99, 506, 188, 529]
auction-financing: "ON THE SPOT BANK FINANCING AVAILABLE" Food and Refreshments · Valet Parking bbox=[714, 1259, 878, 1271]
classified-ad: RESPONSIBLE Caregiver for children in my Northville home, 3 days per week. 349-5200 bbox=[191, 495, 280, 513]
classified-ad: FLEA MARKET Craft 4 Childrens Resale. Sat., May 11, 10am-5pm. YMCA of Western Wayne County, Wayne Rd. 721-7044 bbox=[559, 414, 648, 432]
classified-ad: BUYING NON-REFUNDABLE TICKETS Immediate cash paid. 721-6556 bbox=[467, 443, 556, 455]
classified-ad: LOSE WEIGHT NOW! Free consultation. 538-1111 bbox=[467, 276, 556, 288]
classified-ad: HAVIN' AN AFFAIR? D&P Sound: Your DJ & Karaoke Connection. Let us help you have the best party ever. 828-4610 bbox=[191, 728, 280, 746]
classified-ad: CLEANING PERSON experienced. Need Stone. Light cleaning, part time. Own transportation. Call Laurel. 478-2515 bbox=[7, 548, 96, 566]
section-header: MERCHANDISER bbox=[98, 218, 189, 229]
classified-ad: FIVE PERSONALITY TESTS Free personality determines your happiness. 1-800-367-6755 bbox=[375, 596, 464, 614]
classified-ad: CHEF SECRET Looking for part-time day/evening work at Clarkston. $4.75 an hr. to start. Call Lane. 298-6115 bbox=[7, 528, 96, 546]
classified-ad: CARETAKER COUPLES Are you interested in a career in the apartment industry? We are seeking live-in couples. 356-0570 bbox=[191, 601, 280, 624]
classified-ad: DINNER & JANITORIAL positions available part time. Apply Shannon & Kaufman Dental Lab, 23730 Orchard Lk Rd., Farmington. 477-5600 bbox=[7, 647, 96, 670]
classified-ad: BABYSITTER for a 6 mo. old in our Bloomfield home. 7:30-6 pm. 855-8882 bbox=[99, 606, 188, 618]
